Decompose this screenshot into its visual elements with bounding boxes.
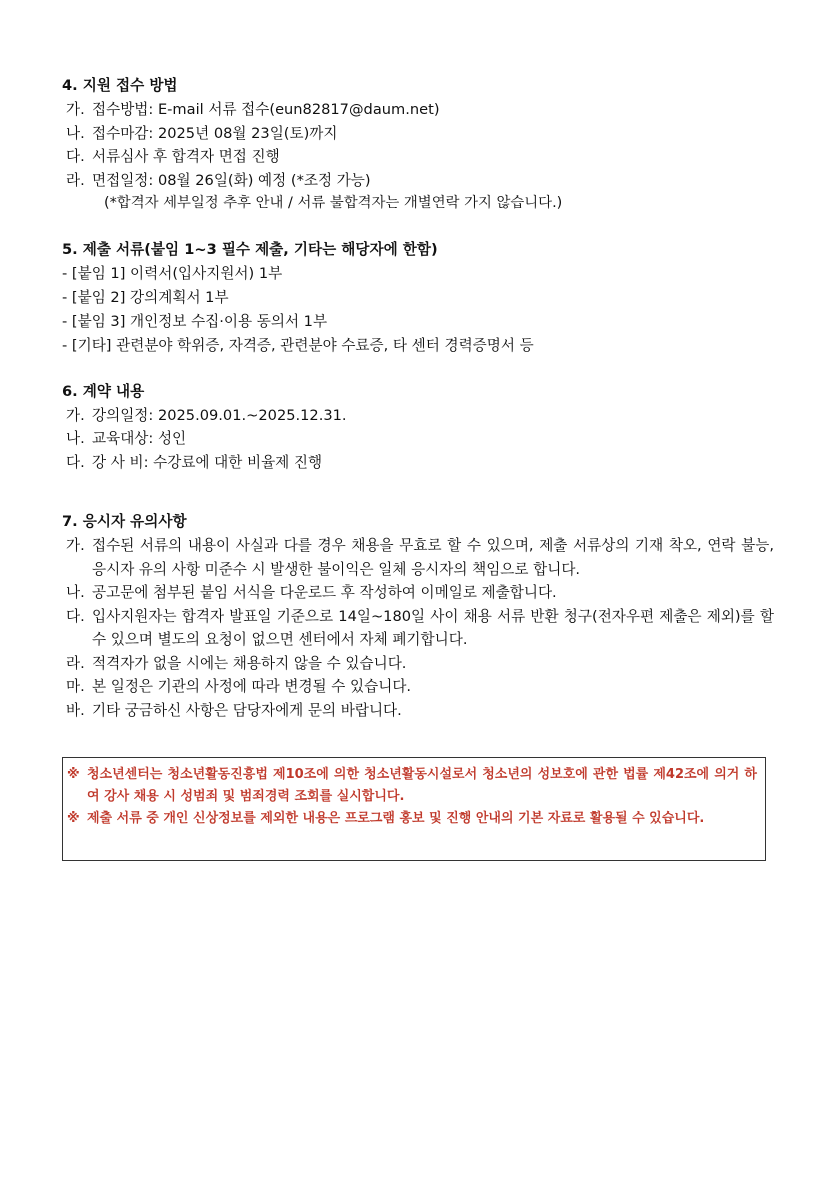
- list-item: 나. 접수마감: 2025년 08월 23일(토)까지: [66, 124, 338, 142]
- list-item: - [기타] 관련분야 학위증, 자격증, 관련분야 수료증, 타 센터 경력증명서 등: [62, 336, 534, 354]
- reference-mark-icon: ※: [67, 811, 80, 826]
- document-body: [62, 74, 774, 744]
- section-heading: 4. 지원 접수 방법: [62, 77, 178, 94]
- section-applicant-notes: [62, 510, 774, 722]
- list-item: 나. 교육대상: 성인: [66, 430, 187, 447]
- list-item: - [붙임 2] 강의계획서 1부: [62, 288, 229, 306]
- list-item: 가. 접수된 서류의 내용이 사실과 다를 경우 채용을 무효로 할 수 있으며, 제출 서류상의 기재 착오, 연락 불능, 응시자 유의 사항 미준수 시 발생한 불이익은 일체 응시자의 책임으로 합니다.: [66, 537, 774, 578]
- interview-note: (*합격자 세부일정 추후 안내 / 서류 불합격자는 개별연락 가지 않습니다.): [104, 195, 563, 211]
- notice-box: [62, 757, 766, 861]
- notice-item: ※ 청소년센터는 청소년활동진흥법 제10조에 의한 청소년활동시설로서 청소년의 성보호에 관한 법률 제42조에 의거 하여 강사 채용 시 성범죄 및 범죄경력 조회를 실시합니다.: [67, 764, 757, 808]
- section-heading: 7. 응시자 유의사항: [62, 513, 187, 530]
- list-item: 바. 기타 궁금하신 사항은 담당자에게 문의 바랍니다.: [66, 701, 402, 719]
- list-item: 가. 강의일정: 2025.09.01.~2025.12.31.: [66, 406, 347, 424]
- list-item: - [붙임 1] 이력서(입사지원서) 1부: [62, 264, 283, 282]
- list-item: 마. 본 일정은 기관의 사정에 따라 변경될 수 있습니다.: [66, 678, 412, 695]
- list-item: 라. 적격자가 없을 시에는 채용하지 않을 수 있습니다.: [66, 654, 407, 672]
- list-item: 다. 입사지원자는 합격자 발표일 기준으로 14일~180일 사이 채용 서류 반환 청구(전자우편 제출은 제외)를 할 수 있으며 별도의 요청이 없으면 센터에서 자체 폐기합니다.: [66, 607, 775, 648]
- notice-item: ※ 제출 서류 중 개인 신상정보를 제외한 내용은 프로그램 홍보 및 진행 안내의 기본 자료로 활용될 수 있습니다.: [67, 808, 757, 830]
- section-application-method: [62, 74, 774, 216]
- reference-mark-icon: ※: [67, 767, 80, 782]
- list-item: 다. 서류심사 후 합격자 면접 진행: [66, 148, 280, 165]
- section-required-documents: [62, 238, 774, 358]
- list-item: 라. 면접일정: 08월 26일(화) 예정 (*조정 가능): [66, 171, 371, 189]
- list-item: - [붙임 3] 개인정보 수집·이용 동의서 1부: [62, 312, 328, 330]
- section-contract: [62, 380, 774, 475]
- section-heading: 6. 계약 내용: [62, 382, 145, 400]
- list-item: 다. 강 사 비: 수강료에 대한 비율제 진행: [66, 453, 323, 471]
- section-heading: 5. 제출 서류(붙임 1~3 필수 제출, 기타는 해당자에 한함): [62, 240, 438, 258]
- list-item: 가. 접수방법: E-mail 서류 접수(eun82817@daum.net): [66, 101, 440, 118]
- list-item: 나. 공고문에 첨부된 붙임 서식을 다운로드 후 작성하여 이메일로 제출합니다.: [66, 584, 557, 601]
